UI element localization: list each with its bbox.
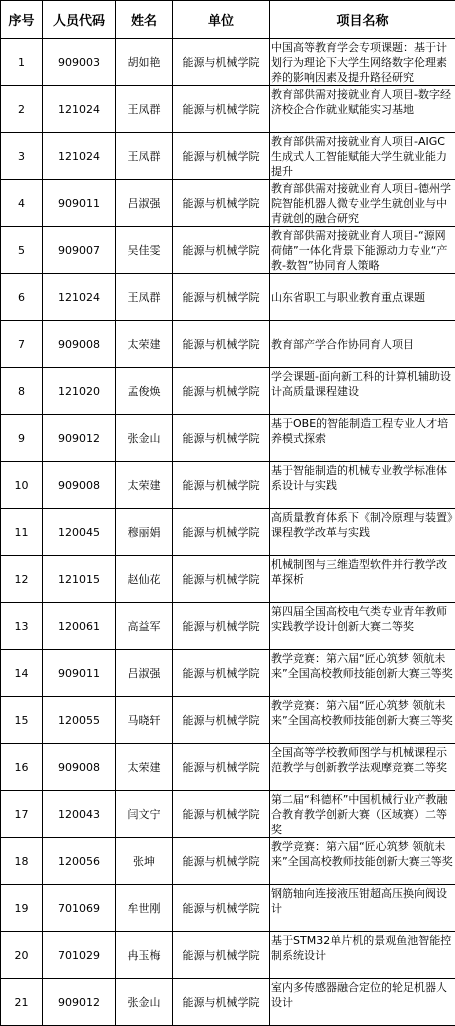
project-title: 钢筋轴向连接液压钳超高压换向阀设计 xyxy=(270,885,455,916)
table-row xyxy=(1,39,455,86)
table-body xyxy=(1,39,455,1026)
header-no: 序号 xyxy=(1,1,43,39)
person-name-cell xyxy=(116,838,173,885)
staff-code: 121015 xyxy=(43,572,115,587)
project-title: 高质量教育体系下《制冷原理与装置》课程教学改革与实践 xyxy=(270,509,455,540)
person-name-cell xyxy=(116,462,173,509)
unit-name-cell xyxy=(173,462,270,509)
project-title: 教育部供需对接就业育人项目-AIGC生成式人工智能赋能大学生就业能力提升 xyxy=(270,133,455,179)
person-name-cell xyxy=(116,321,173,368)
person-name: 马晓轩 xyxy=(116,713,172,728)
person-name-cell xyxy=(116,180,173,227)
project-title: 室内多传感器融合定位的轮足机器人设计 xyxy=(270,979,455,1010)
person-name: 太荣建 xyxy=(116,478,172,493)
project-title-cell xyxy=(270,838,455,885)
person-name-cell xyxy=(116,791,173,838)
person-name: 王凤群 xyxy=(116,290,172,305)
project-title: 机械制图与三维造型软件并行教学改革探析 xyxy=(270,556,455,587)
header-code: 人员代码 xyxy=(43,1,116,39)
unit-name: 能源与机械学院 xyxy=(173,243,269,258)
row-number: 7 xyxy=(1,337,42,352)
project-title: 学会课题-面向新工科的计算机辅助设计高质量课程建设 xyxy=(270,368,455,399)
staff-code-cell xyxy=(43,697,116,744)
unit-name: 能源与机械学院 xyxy=(173,431,269,446)
staff-code-cell xyxy=(43,415,116,462)
table-row xyxy=(1,603,455,650)
staff-code: 909008 xyxy=(43,760,115,775)
row-number: 16 xyxy=(1,760,42,775)
unit-name-cell xyxy=(173,86,270,133)
staff-code-cell xyxy=(43,932,116,979)
row-number: 4 xyxy=(1,196,42,211)
table-row xyxy=(1,744,455,791)
project-title-cell xyxy=(270,227,455,274)
unit-name: 能源与机械学院 xyxy=(173,102,269,117)
unit-name: 能源与机械学院 xyxy=(173,807,269,822)
person-name-cell xyxy=(116,39,173,86)
unit-name-cell xyxy=(173,791,270,838)
person-name: 孟俊焕 xyxy=(116,384,172,399)
row-number: 13 xyxy=(1,619,42,634)
staff-code-cell xyxy=(43,509,116,556)
unit-name: 能源与机械学院 xyxy=(173,666,269,681)
project-title: 第四届全国高校电气类专业青年教师实践教学设计创新大赛二等奖 xyxy=(270,603,455,634)
person-name-cell xyxy=(116,556,173,603)
row-number: 18 xyxy=(1,854,42,869)
staff-code: 121024 xyxy=(43,290,115,305)
unit-name: 能源与机械学院 xyxy=(173,760,269,775)
row-number-cell xyxy=(1,791,43,838)
table-row xyxy=(1,979,455,1026)
table-row xyxy=(1,791,455,838)
table-row xyxy=(1,274,455,321)
project-title: 基于STM32单片机的景观鱼池智能控制系统设计 xyxy=(270,932,455,963)
person-name-cell xyxy=(116,509,173,556)
table-row xyxy=(1,180,455,227)
staff-code: 909007 xyxy=(43,243,115,258)
unit-name: 能源与机械学院 xyxy=(173,948,269,963)
staff-code-cell xyxy=(43,368,116,415)
row-number-cell xyxy=(1,932,43,979)
row-number-cell xyxy=(1,650,43,697)
unit-name-cell xyxy=(173,744,270,791)
staff-code-cell xyxy=(43,838,116,885)
staff-code: 120045 xyxy=(43,525,115,540)
row-number-cell xyxy=(1,979,43,1026)
table-row xyxy=(1,368,455,415)
row-number: 2 xyxy=(1,102,42,117)
person-name-cell xyxy=(116,133,173,180)
unit-name: 能源与机械学院 xyxy=(173,854,269,869)
row-number: 12 xyxy=(1,572,42,587)
project-title-cell xyxy=(270,39,455,86)
unit-name-cell xyxy=(173,650,270,697)
table-row xyxy=(1,462,455,509)
table-row xyxy=(1,321,455,368)
person-name-cell xyxy=(116,650,173,697)
project-title: 教育部供需对接就业育人项目-数字经济校企合作就业赋能实习基地 xyxy=(270,86,455,117)
row-number-cell xyxy=(1,274,43,321)
table-row xyxy=(1,415,455,462)
project-title-cell xyxy=(270,368,455,415)
row-number: 17 xyxy=(1,807,42,822)
unit-name-cell xyxy=(173,556,270,603)
unit-name: 能源与机械学院 xyxy=(173,337,269,352)
table-row xyxy=(1,932,455,979)
staff-code: 701029 xyxy=(43,948,115,963)
person-name: 张金山 xyxy=(116,995,172,1010)
unit-name: 能源与机械学院 xyxy=(173,149,269,164)
row-number: 5 xyxy=(1,243,42,258)
unit-name: 能源与机械学院 xyxy=(173,901,269,916)
table-row xyxy=(1,227,455,274)
staff-code: 121024 xyxy=(43,149,115,164)
staff-code-cell xyxy=(43,274,116,321)
row-number-cell xyxy=(1,39,43,86)
staff-code: 120061 xyxy=(43,619,115,634)
project-title-cell xyxy=(270,180,455,227)
person-name: 张金山 xyxy=(116,431,172,446)
project-title: 山东省职工与职业教育重点课题 xyxy=(270,289,455,305)
project-title-cell xyxy=(270,415,455,462)
staff-code: 909008 xyxy=(43,337,115,352)
staff-code-cell xyxy=(43,744,116,791)
unit-name-cell xyxy=(173,274,270,321)
row-number: 15 xyxy=(1,713,42,728)
person-name: 闫文宁 xyxy=(116,807,172,822)
project-title-cell xyxy=(270,556,455,603)
row-number: 14 xyxy=(1,666,42,681)
person-name: 赵仙花 xyxy=(116,572,172,587)
person-name: 吕淑强 xyxy=(116,196,172,211)
staff-code: 909003 xyxy=(43,55,115,70)
table-row xyxy=(1,885,455,932)
project-title: 中国高等教育学会专项课题：基于计划行为理论下大学生网络数字伦理素养的影响因素及提升路径研究 xyxy=(270,39,455,85)
unit-name-cell xyxy=(173,697,270,744)
unit-name: 能源与机械学院 xyxy=(173,713,269,728)
project-title: 基于智能制造的机械专业教学标准体系设计与实践 xyxy=(270,462,455,493)
staff-code-cell xyxy=(43,979,116,1026)
person-name-cell xyxy=(116,603,173,650)
row-number-cell xyxy=(1,180,43,227)
staff-code: 909011 xyxy=(43,666,115,681)
row-number-cell xyxy=(1,368,43,415)
project-title: 教育部供需对接就业育人项目-德州学院智能机器人微专业学生就创业与中青就创的融合研究 xyxy=(270,180,455,226)
table-row xyxy=(1,509,455,556)
person-name-cell xyxy=(116,885,173,932)
staff-code-cell xyxy=(43,791,116,838)
row-number: 21 xyxy=(1,995,42,1010)
person-name: 高益军 xyxy=(116,619,172,634)
person-name-cell xyxy=(116,744,173,791)
staff-code: 909011 xyxy=(43,196,115,211)
person-name-cell xyxy=(116,697,173,744)
staff-code: 120043 xyxy=(43,807,115,822)
staff-code: 909012 xyxy=(43,995,115,1010)
row-number: 11 xyxy=(1,525,42,540)
project-title-cell xyxy=(270,509,455,556)
row-number: 9 xyxy=(1,431,42,446)
project-title: 第二届“科德杯”中国机械行业产教融合教育教学创新大赛（区域赛）二等奖 xyxy=(270,791,455,837)
person-name-cell xyxy=(116,227,173,274)
unit-name-cell xyxy=(173,227,270,274)
unit-name-cell xyxy=(173,885,270,932)
row-number: 10 xyxy=(1,478,42,493)
person-name: 牟世刚 xyxy=(116,901,172,916)
staff-code-cell xyxy=(43,180,116,227)
table-row xyxy=(1,650,455,697)
unit-name: 能源与机械学院 xyxy=(173,572,269,587)
person-name: 穆丽娟 xyxy=(116,525,172,540)
unit-name: 能源与机械学院 xyxy=(173,290,269,305)
unit-name-cell xyxy=(173,321,270,368)
person-name: 吴佳雯 xyxy=(116,243,172,258)
person-name-cell xyxy=(116,274,173,321)
project-title: 基于OBE的智能制造工程专业人才培养模式探索 xyxy=(270,415,455,446)
row-number: 19 xyxy=(1,901,42,916)
table-row xyxy=(1,556,455,603)
row-number: 1 xyxy=(1,55,42,70)
person-name: 胡如艳 xyxy=(116,55,172,70)
row-number-cell xyxy=(1,885,43,932)
row-number: 20 xyxy=(1,948,42,963)
row-number-cell xyxy=(1,415,43,462)
row-number-cell xyxy=(1,509,43,556)
staff-code-cell xyxy=(43,86,116,133)
person-name: 太荣建 xyxy=(116,760,172,775)
project-title-cell xyxy=(270,133,455,180)
unit-name-cell xyxy=(173,180,270,227)
unit-name-cell xyxy=(173,368,270,415)
row-number-cell xyxy=(1,86,43,133)
unit-name-cell xyxy=(173,838,270,885)
person-name-cell xyxy=(116,86,173,133)
unit-name-cell xyxy=(173,932,270,979)
staff-code-cell xyxy=(43,603,116,650)
unit-name: 能源与机械学院 xyxy=(173,384,269,399)
project-title-cell xyxy=(270,697,455,744)
project-title: 教学竞赛：第六届“匠心筑梦 领航未来”全国高校教师技能创新大赛三等奖 xyxy=(270,697,455,728)
person-name: 张坤 xyxy=(116,854,172,869)
staff-code-cell xyxy=(43,650,116,697)
row-number-cell xyxy=(1,556,43,603)
staff-code-cell xyxy=(43,556,116,603)
project-title-cell xyxy=(270,321,455,368)
person-name: 王凤群 xyxy=(116,149,172,164)
project-title-cell xyxy=(270,979,455,1026)
person-name-cell xyxy=(116,932,173,979)
unit-name-cell xyxy=(173,603,270,650)
person-name: 冉玉梅 xyxy=(116,948,172,963)
staff-code: 120055 xyxy=(43,713,115,728)
staff-code: 121024 xyxy=(43,102,115,117)
project-title: 教学竞赛：第六届“匠心筑梦 领航未来”全国高校教师技能创新大赛三等奖 xyxy=(270,838,455,869)
row-number: 6 xyxy=(1,290,42,305)
table-row xyxy=(1,86,455,133)
unit-name-cell xyxy=(173,415,270,462)
person-name: 王凤群 xyxy=(116,102,172,117)
row-number-cell xyxy=(1,744,43,791)
staff-code-cell xyxy=(43,321,116,368)
project-title-cell xyxy=(270,603,455,650)
unit-name: 能源与机械学院 xyxy=(173,525,269,540)
project-title-cell xyxy=(270,650,455,697)
staff-code: 909008 xyxy=(43,478,115,493)
staff-code: 909012 xyxy=(43,431,115,446)
row-number-cell xyxy=(1,697,43,744)
project-title-cell xyxy=(270,86,455,133)
unit-name-cell xyxy=(173,133,270,180)
unit-name-cell xyxy=(173,39,270,86)
project-title-cell xyxy=(270,885,455,932)
person-name-cell xyxy=(116,415,173,462)
header-row xyxy=(1,1,455,39)
row-number: 8 xyxy=(1,384,42,399)
person-name: 太荣建 xyxy=(116,337,172,352)
project-title-cell xyxy=(270,932,455,979)
table-row xyxy=(1,838,455,885)
unit-name: 能源与机械学院 xyxy=(173,995,269,1010)
project-title: 全国高等学校教师图学与机械课程示范教学与创新教学法观摩竞赛二等奖 xyxy=(270,744,455,775)
project-title: 教学竞赛：第六届“匠心筑梦 领航未来”全国高校教师技能创新大赛三等奖 xyxy=(270,650,455,681)
project-title-cell xyxy=(270,744,455,791)
unit-name-cell xyxy=(173,509,270,556)
person-name-cell xyxy=(116,979,173,1026)
person-name-cell xyxy=(116,368,173,415)
row-number-cell xyxy=(1,838,43,885)
unit-name-cell xyxy=(173,979,270,1026)
staff-code-cell xyxy=(43,227,116,274)
header-unit: 单位 xyxy=(173,1,270,39)
unit-name: 能源与机械学院 xyxy=(173,478,269,493)
unit-name: 能源与机械学院 xyxy=(173,619,269,634)
staff-code-cell xyxy=(43,885,116,932)
row-number-cell xyxy=(1,227,43,274)
table-row xyxy=(1,133,455,180)
staff-code: 701069 xyxy=(43,901,115,916)
staff-code: 120056 xyxy=(43,854,115,869)
header-name: 姓名 xyxy=(116,1,173,39)
unit-name: 能源与机械学院 xyxy=(173,196,269,211)
project-title-cell xyxy=(270,274,455,321)
row-number-cell xyxy=(1,321,43,368)
project-title: 教育部产学合作协同育人项目 xyxy=(270,336,455,352)
header-title: 项目名称 xyxy=(270,1,455,39)
project-title-cell xyxy=(270,791,455,838)
row-number-cell xyxy=(1,603,43,650)
staff-code-cell xyxy=(43,39,116,86)
row-number-cell xyxy=(1,133,43,180)
project-title-cell xyxy=(270,462,455,509)
person-name: 吕淑强 xyxy=(116,666,172,681)
project-title: 教育部供需对接就业育人项目-“源网荷储”一体化背景下能源动力专业“产教-数智”协同育人策略 xyxy=(270,227,455,273)
staff-code-cell xyxy=(43,462,116,509)
table-row xyxy=(1,697,455,744)
row-number-cell xyxy=(1,462,43,509)
staff-code-cell xyxy=(43,133,116,180)
unit-name: 能源与机械学院 xyxy=(173,55,269,70)
staff-code: 121020 xyxy=(43,384,115,399)
row-number: 3 xyxy=(1,149,42,164)
